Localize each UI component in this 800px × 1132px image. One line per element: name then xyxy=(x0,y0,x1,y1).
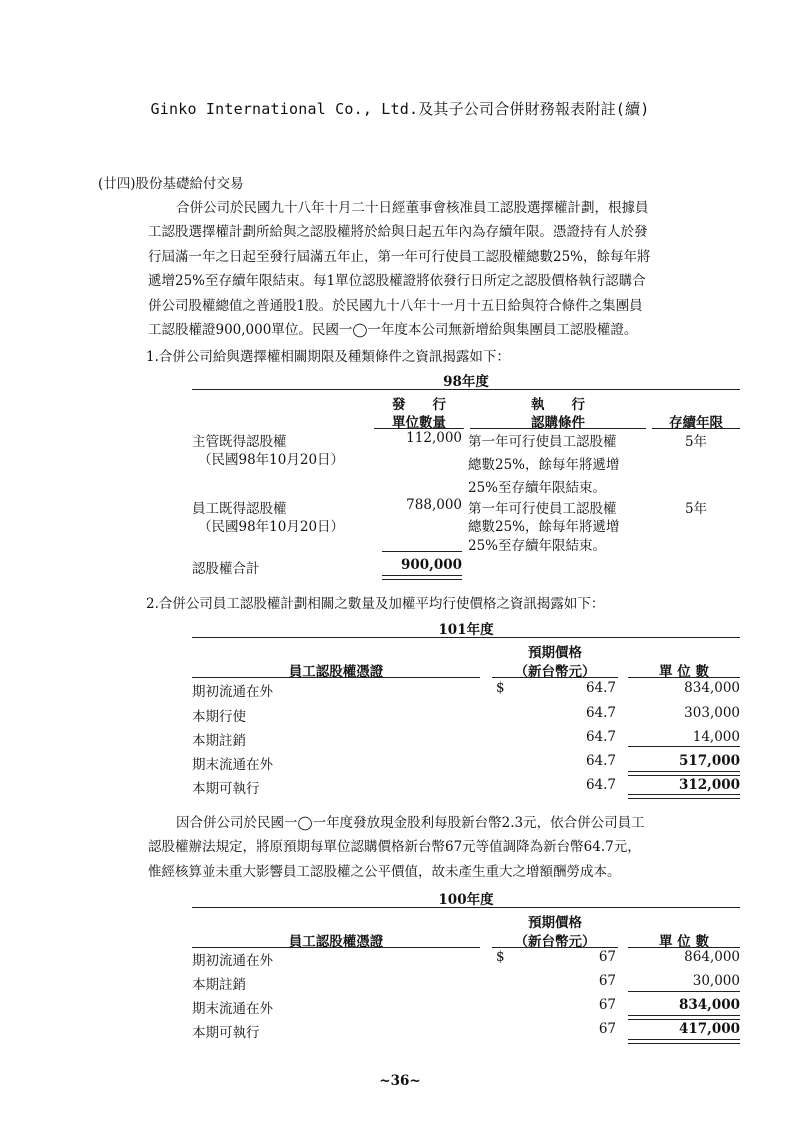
table2-row5-double-rule xyxy=(628,794,740,799)
table1-row1-terms-3: 25%至存續年限結束。 xyxy=(468,480,607,496)
table1-total-double-rule xyxy=(382,575,462,580)
table3-top-rule xyxy=(192,907,740,908)
intro-line-6: 工認股權證900,000單位。民國一◯一年度本公司無新增給與集團員工認股權證。 xyxy=(148,322,638,338)
table3-row4-label: 本期可執行 xyxy=(192,1025,260,1041)
table2-year: 101年度 xyxy=(438,622,494,638)
table2-col-price-l1: 預期價格 xyxy=(528,645,582,661)
table3-row3-label: 期末流通在外 xyxy=(192,1001,273,1017)
table3-col-price-l1: 預期價格 xyxy=(528,915,582,931)
table3-row3-units: 834,000 xyxy=(678,997,740,1013)
table2-row1-label: 期初流通在外 xyxy=(192,684,273,700)
table1-row1-units: 112,000 xyxy=(406,430,462,446)
table3-row1-label: 期初流通在外 xyxy=(192,953,273,969)
table1-year: 98年度 xyxy=(443,374,489,390)
note-line-3: 惟經核算並未重大影響員工認股權之公平價值，故未產生重大之增額酬勞成本。 xyxy=(148,864,621,880)
table2-col-price-l2: （新台幣元） xyxy=(514,664,596,680)
table2-label-rule xyxy=(192,677,480,678)
table1-issue-rule xyxy=(374,428,464,429)
table3-row4-price: 67 xyxy=(598,1021,616,1037)
table1-row2-sublabel: （民國98年10月20日） xyxy=(198,519,345,535)
table1-row1-terms-1: 第一年可行使員工認股權 xyxy=(468,434,617,450)
table1-row1-label: 主管既得認股權 xyxy=(192,434,287,450)
table3-label-rule xyxy=(192,947,480,948)
table3-row4-double-rule xyxy=(628,1039,740,1044)
table2-row4-price: 64.7 xyxy=(585,753,616,769)
intro-line-1: 合併公司於民國九十八年十月二十日經董事會核准員工認股選擇權計劃，根據員 xyxy=(176,200,649,216)
intro-line-3: 行屆滿一年之日起至發行屆滿五年止，第一年可行使員工認股權總數25%，餘每年將 xyxy=(148,249,651,265)
table2-row4-double-rule xyxy=(628,771,740,776)
table2-row1-units: 834,000 xyxy=(684,680,740,696)
table3-row4-units: 417,000 xyxy=(678,1021,740,1037)
table2-row3-label: 本期註銷 xyxy=(192,733,246,749)
table3-col-price-l2: （新台幣元） xyxy=(514,934,596,950)
note-line-1: 因合併公司於民國一◯一年度發放現金股利每股新台幣2.3元，依合併公司員工 xyxy=(176,815,645,831)
table2-top-rule xyxy=(192,637,740,638)
table1-row2-terms-2: 總數25%，餘每年將遞增 xyxy=(468,519,620,535)
table3-units-rule xyxy=(628,947,740,948)
table2-subtotal-rule xyxy=(628,746,740,747)
table3-subtotal-rule xyxy=(628,991,740,992)
table1-row2-units: 788,000 xyxy=(406,497,462,513)
table1-total-label: 認股權合計 xyxy=(192,561,260,577)
table1-top-rule xyxy=(192,389,740,390)
intro-line-5: 併公司股權總值之普通股1股。於民國九十八年十一月十五日給與符合條件之集團員 xyxy=(148,298,643,314)
table1-row2-terms-3: 25%至存續年限結束。 xyxy=(468,538,607,554)
table2-row2-price: 64.7 xyxy=(585,705,616,721)
table2-caption: 2.合併公司員工認股權計劃相關之數量及加權平均行使價格之資訊揭露如下： xyxy=(146,596,605,612)
table1-col-terms-l2: 認購條件 xyxy=(531,415,585,431)
table2-row5-units: 312,000 xyxy=(678,777,740,793)
table2-row3-price: 64.7 xyxy=(585,729,616,745)
table2-row2-units: 303,000 xyxy=(684,705,740,721)
table1-row2-life: 5年 xyxy=(684,501,708,517)
table1-row1-terms-2: 總數25%，餘每年將遞增 xyxy=(468,457,620,473)
table3-col-units: 單 位 數 xyxy=(659,934,709,950)
table2-row4-label: 期末流通在外 xyxy=(192,757,273,773)
table1-col-terms-l1: 執 行 xyxy=(531,397,585,413)
table2-row3-units: 14,000 xyxy=(692,729,740,745)
page-number: ~36~ xyxy=(379,1073,421,1089)
table3-row3-double-rule xyxy=(628,1015,740,1020)
table1-terms-rule xyxy=(470,428,646,429)
intro-line-2: 工認股選擇權計劃所給與之認股權將於給與日起五年內為存續年限。憑證持有人於發 xyxy=(148,224,648,240)
table3-row2-units: 30,000 xyxy=(692,973,740,989)
table3-price-rule xyxy=(492,947,618,948)
table2-price-rule xyxy=(492,677,618,678)
table1-col-issue-l2: 單位數量 xyxy=(392,415,446,431)
table3-col-label: 員工認股權憑證 xyxy=(288,934,384,950)
table1-total-units: 900,000 xyxy=(400,557,462,573)
table3-row2-label: 本期註銷 xyxy=(192,977,246,993)
table2-row4-units: 517,000 xyxy=(678,753,740,769)
table1-row1-life: 5年 xyxy=(684,434,708,450)
table3-row1-price: 67 xyxy=(598,949,616,965)
table3-row3-price: 67 xyxy=(598,997,616,1013)
table2-row5-label: 本期可執行 xyxy=(192,781,260,797)
table2-col-label: 員工認股權憑證 xyxy=(288,664,384,680)
table1-col-life: 存續年限 xyxy=(669,415,723,431)
table1-caption: 1.合併公司給與選擇權相關期限及種類條件之資訊揭露如下： xyxy=(146,349,510,365)
table1-life-rule xyxy=(652,428,740,429)
table1-row2-terms-1: 第一年可行使員工認股權 xyxy=(468,501,617,517)
page-title: Ginko International Co., Ltd.及其子公司合併財務報表附註(續) xyxy=(150,100,650,118)
table2-row5-price: 64.7 xyxy=(585,777,616,793)
table1-row1-sublabel: （民國98年10月20日） xyxy=(198,452,345,468)
table3-currency: $ xyxy=(496,949,505,965)
table3-row2-price: 67 xyxy=(598,973,616,989)
table3-row1-units: 864,000 xyxy=(684,949,740,965)
table2-row1-price: 64.7 xyxy=(585,680,616,696)
table2-row2-label: 本期行使 xyxy=(192,709,246,725)
table1-subtotal-rule xyxy=(382,551,462,552)
table3-year: 100年度 xyxy=(438,892,494,908)
section-heading: (廿四)股份基礎給付交易 xyxy=(98,176,244,192)
table2-currency: $ xyxy=(496,680,505,696)
table1-row2-label: 員工既得認股權 xyxy=(192,501,287,517)
note-line-2: 認股權辦法規定，將原預期每單位認購價格新台幣67元等值調降為新台幣64.7元， xyxy=(148,839,641,855)
table2-units-rule xyxy=(628,677,740,678)
table1-col-issue-l1: 發 行 xyxy=(392,397,446,413)
table2-col-units: 單 位 數 xyxy=(659,664,709,680)
intro-line-4: 遞增25%至存續年限結束。每1單位認股權證將依發行日所定之認股價格執行認購合 xyxy=(148,273,646,289)
